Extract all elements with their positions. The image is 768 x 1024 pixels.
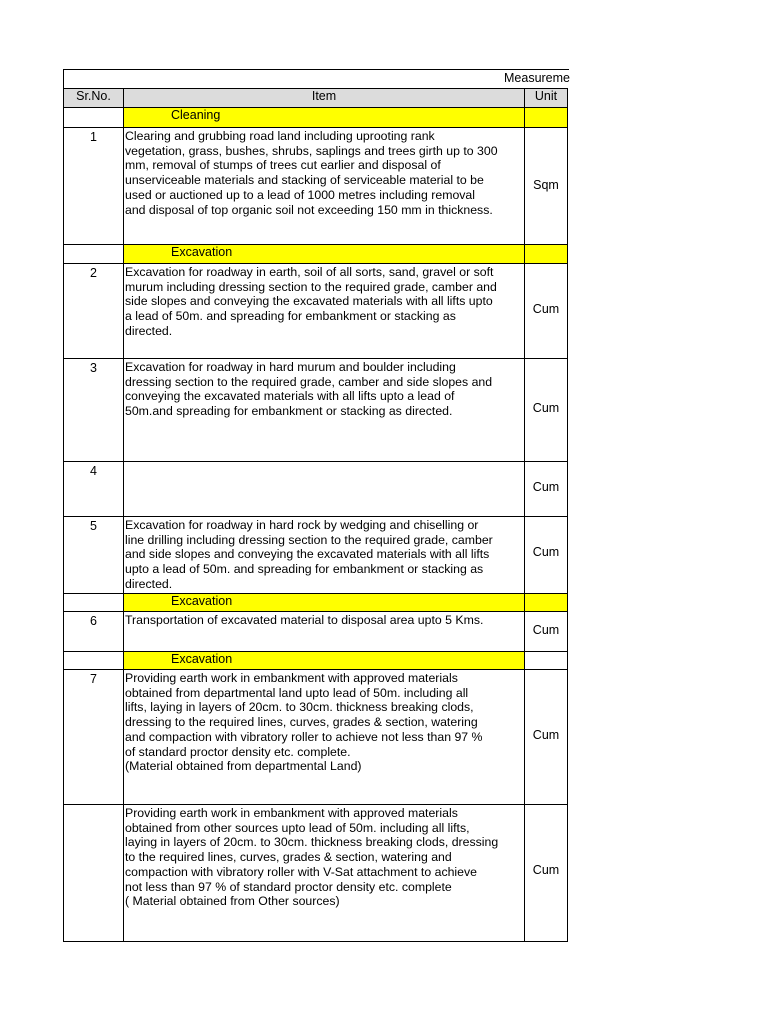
section-label: Cleaning (171, 108, 221, 122)
table-row (63, 263, 568, 358)
sheet-title-row (63, 69, 569, 88)
table-row (63, 804, 568, 941)
table-row (63, 611, 568, 651)
row-description: Clearing and grubbing road land including uprooting rank vegetation, grass, bushes, shrubs, saplings and trees girth up to 300 mm, removal of stumps of trees cut earlier and disposal of unserviceable materials and stacking of serviceable material to be used or auctioned up to a lead of 1000 metres including removal and disposal of top organic soil not exceeding 150 mm in thickness. (125, 129, 498, 217)
row-sr-no: 2 (90, 266, 97, 280)
row-unit: Cum (532, 623, 560, 637)
header-unit: Unit (524, 88, 568, 107)
row-unit: Sqm (533, 178, 559, 192)
section-label: Excavation (171, 652, 233, 666)
row-sr-no: 1 (90, 130, 97, 144)
row-description: Transportation of excavated material to disposal area upto 5 Kms. (125, 613, 484, 627)
section-row (63, 244, 568, 263)
sheet-title: Measureme (504, 71, 570, 85)
table-row (63, 461, 568, 516)
row-description: Excavation for roadway in earth, soil of all sorts, sand, gravel or soft murum including dressing section to the required grade, camber and side slopes and conveying the excavated materials with all lifts upto a lead of 50m. and spreading for embankment or stacking as directed. (125, 265, 497, 338)
row-unit: Cum (532, 480, 560, 494)
table-bottom-border (63, 941, 568, 942)
row-description: Excavation for roadway in hard murum and boulder including dressing section to the required grade, camber and side slopes and conveying the excavated materials with all lifts upto a lead of 50m.and spreading for embankment or stacking as directed. (125, 360, 493, 419)
row-unit: Cum (532, 401, 560, 415)
row-sr-no: 6 (90, 614, 97, 628)
row-description: Providing earth work in embankment with approved materials obtained from departmental land upto lead of 50m. including all lifts, laying in layers of 20cm. to 30cm. thickness breaking clods, dressing to the required lines, curves, grades & section, watering and compaction with vibratory roller to achieve not less than 97 % of standard proctor density etc. complete. (Material obtained from departmental Land) (125, 671, 483, 774)
row-unit: Cum (532, 302, 560, 316)
table-row (63, 669, 568, 804)
row-unit: Cum (532, 545, 560, 559)
table-row (63, 358, 568, 461)
section-row (63, 107, 568, 127)
row-description: Excavation for roadway in hard rock by wedging and chiselling or line drilling including dressing section to the required grade, camber and side slopes and conveying the excavated materials with all lifts upto a lead of 50m. and spreading for embankment or stacking as directed. (125, 518, 493, 591)
section-label: Excavation (171, 594, 233, 608)
header-sr-no: Sr.No. (63, 88, 123, 107)
header-item: Item (123, 88, 524, 107)
section-label: Excavation (171, 245, 233, 259)
row-unit: Cum (532, 863, 560, 877)
row-sr-no: 4 (90, 464, 97, 478)
section-row (63, 593, 568, 611)
row-sr-no: 5 (90, 519, 97, 533)
section-row (63, 651, 568, 669)
row-sr-no: 3 (90, 361, 97, 375)
table-row (63, 127, 568, 244)
table-row (63, 516, 568, 593)
row-sr-no: 7 (90, 672, 97, 686)
row-description: Providing earth work in embankment with approved materials obtained from other sources upto lead of 50m. including all lifts, laying in layers of 20cm. to 30cm. thickness breaking clods, dressing to the required lines, curves, grades & section, watering and compaction with vibratory roller with V-Sat attachment to achieve not less than 97 % of standard proctor density etc. complete ( Material obtained from Other sources) (125, 806, 499, 909)
row-unit: Cum (532, 728, 560, 742)
table-header (63, 88, 568, 107)
